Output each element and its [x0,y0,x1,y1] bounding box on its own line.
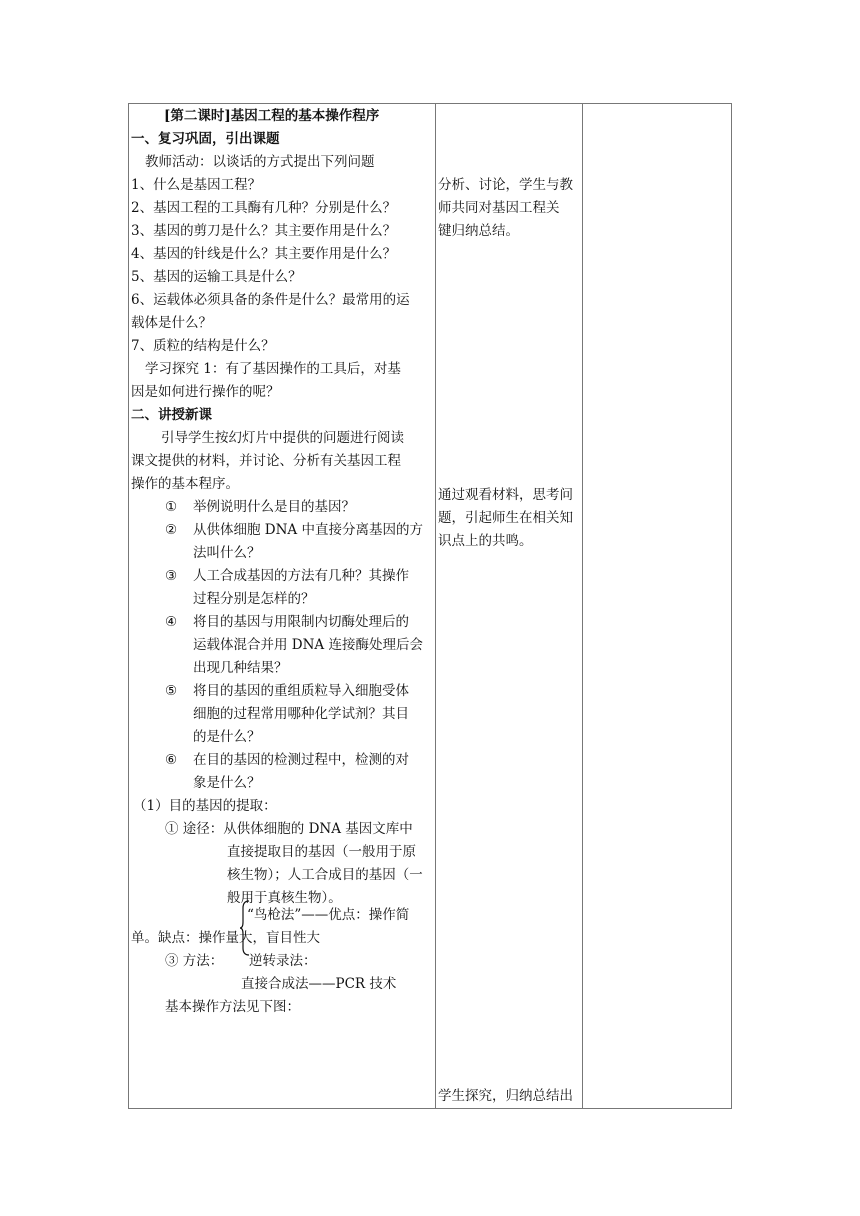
paragraph: 基本操作方法见下图： [165,999,300,1015]
paragraph: 般用于真核生物）。 [227,890,342,906]
method-item: 单。缺点：操作量大，盲目性大 [131,930,320,946]
question-item: 1、什么是基因工程？ [131,177,262,193]
question-item: 5、基因的运输工具是什么？ [131,269,302,285]
list-item: 象是什么？ [193,775,261,791]
paragraph: 操作的基本程序。 [131,476,239,492]
section-heading: 一、复习巩固，引出课题 [131,131,280,147]
paragraph: 直接提取目的基因（一般用于原 [227,844,416,860]
list-item: 运载体混合并用 DNA 连接酶处理后会 [193,637,423,653]
activity-text: 题，引起师生在相关知 [438,510,573,526]
question-item: 3、基因的剪刀是什么？其主要作用是什么？ [131,223,397,239]
student-activity-column [438,104,582,1108]
activity-text: 键归纳总结。 [438,223,519,239]
list-item: 举例说明什么是目的基因？ [193,499,355,515]
list-marker: ⑥ [165,752,178,768]
method-item: “鸟枪法”——优点：操作简 [247,907,410,923]
activity-text: 分析、讨论，学生与教 [438,177,573,193]
list-marker: ④ [165,614,178,630]
list-item: 将目的基因的重组质粒导入细胞受体 [193,683,409,699]
list-item: 将目的基因与用限制内切酶处理后的 [193,614,409,630]
paragraph: ① 途径：从供体细胞的 DNA 基因文库中 [165,821,413,837]
list-item: 细胞的过程常用哪种化学试剂？其目 [193,706,409,722]
method-label: ③ 方法： [165,953,224,969]
question-item: 载体是什么？ [131,315,212,331]
lesson-table [128,103,732,1109]
activity-text: 学生探究，归纳总结出 [438,1088,573,1104]
list-marker: ② [165,522,178,538]
column-divider [582,104,583,1108]
list-item: 法叫什么？ [193,545,261,561]
activity-text: 师共同对基因工程关 [438,200,560,216]
section-heading: 二、讲授新课 [131,407,212,423]
column-divider [435,104,436,1108]
method-item: 直接合成法——PCR 技术 [241,976,397,992]
teaching-content-column [131,104,435,1108]
subsection-heading: （1）目的基因的提取： [133,798,277,814]
question-item: 6、运载体必须具备的条件是什么？最常用的运 [131,292,410,308]
activity-text: 通过观看材料，思考问 [438,487,573,503]
question-item: 2、基因工程的工具酶有几种？分别是什么？ [131,200,397,216]
list-item: 过程分别是怎样的？ [193,591,315,607]
paragraph: 课文提供的材料，并讨论、分析有关基因工程 [131,453,401,469]
list-marker: ⑤ [165,683,178,699]
list-item: 在目的基因的检测过程中，检测的对 [193,752,409,768]
lesson-title: [第二课时]基因工程的基本操作程序 [164,108,380,124]
paragraph: 核生物）；人工合成目的基因（一 [227,867,423,883]
list-marker: ③ [165,568,178,584]
list-item: 的是什么？ [193,729,261,745]
paragraph: 引导学生按幻灯片中提供的问题进行阅读 [161,430,404,446]
question-item: 4、基因的针线是什么？其主要作用是什么？ [131,246,397,262]
paragraph: 学习探究 1：有了基因操作的工具后，对基 [145,361,401,377]
paragraph: 因是如何进行操作的呢？ [131,384,280,400]
list-marker: ① [165,499,178,515]
activity-text: 识点上的共鸣。 [438,533,533,549]
method-item: 逆转录法： [249,953,317,969]
notes-column [584,104,731,1108]
list-item: 人工合成基因的方法有几种？其操作 [193,568,409,584]
question-item: 7、质粒的结构是什么？ [131,338,275,354]
list-item: 从供体细胞 DNA 中直接分离基因的方 [193,522,423,538]
paragraph: 教师活动：以谈话的方式提出下列问题 [145,154,375,170]
list-item: 出现几种结果？ [193,660,288,676]
